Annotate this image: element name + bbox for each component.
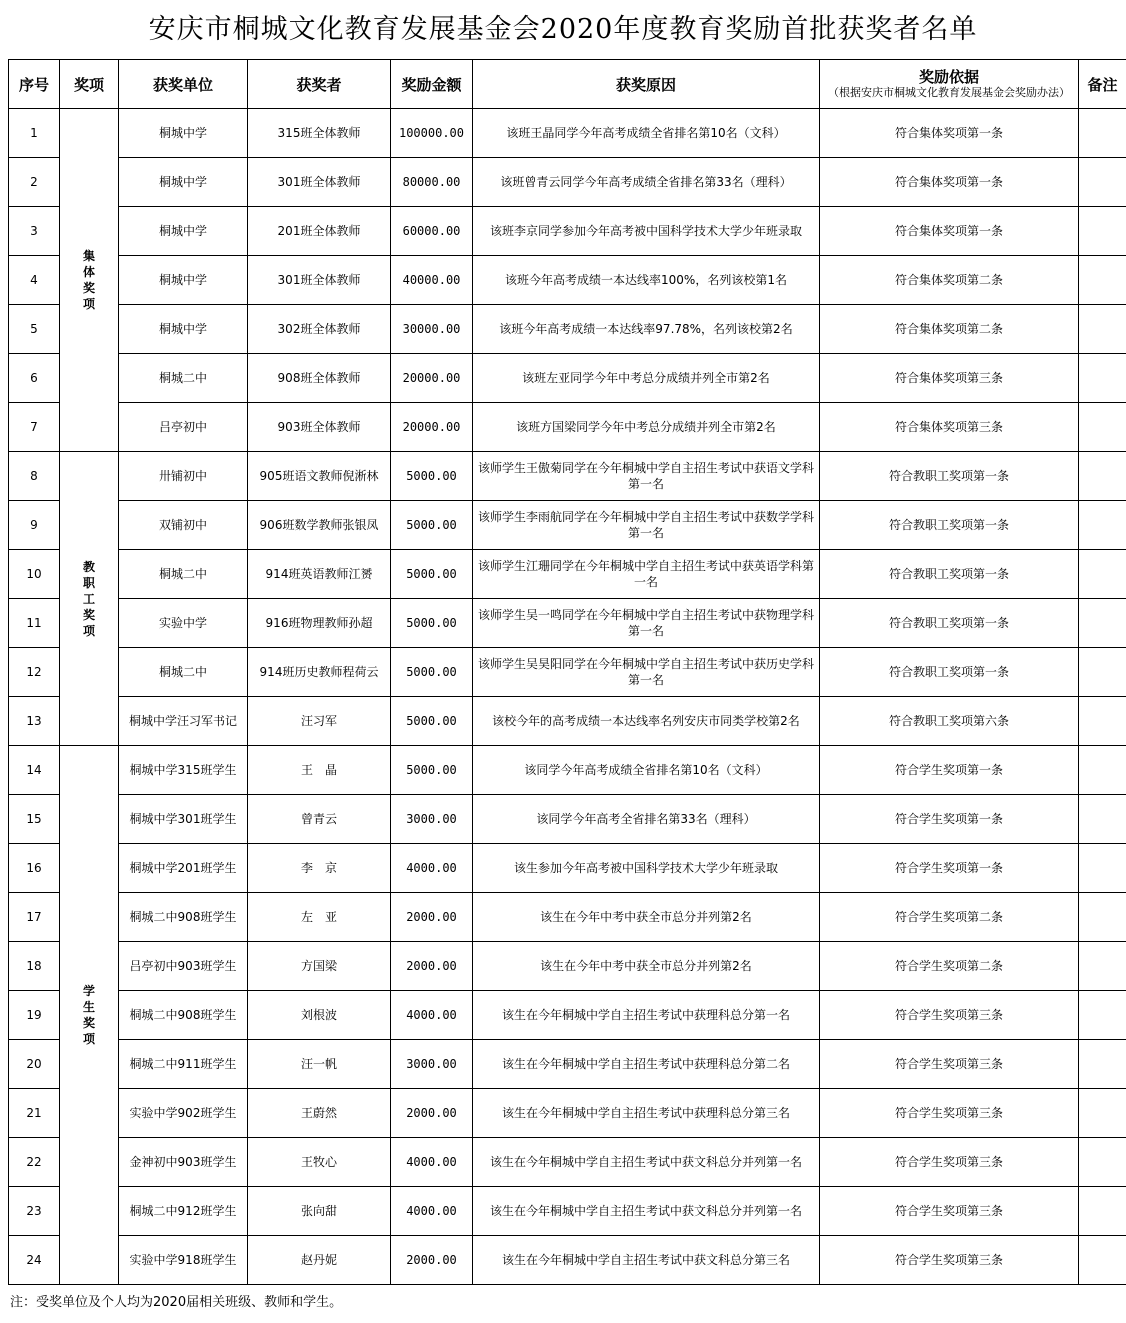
cell-basis: 符合教职工奖项第一条 (820, 452, 1079, 501)
table-row (9, 550, 1126, 599)
cell-amount: 5000.00 (391, 697, 473, 746)
cell-basis: 符合学生奖项第一条 (820, 795, 1079, 844)
cell-reason: 该校今年的高考成绩一本达线率名列安庆市同类学校第2名 (473, 697, 820, 746)
table-row (9, 109, 1126, 158)
cell-remark (1079, 1089, 1126, 1138)
cell-basis: 符合学生奖项第三条 (820, 1236, 1079, 1285)
cell-remark (1079, 354, 1126, 403)
cell-reason: 该师学生吴一鸣同学在今年桐城中学自主招生考试中获物理学科第一名 (473, 599, 820, 648)
table-row (9, 991, 1126, 1040)
cell-basis: 符合学生奖项第三条 (820, 991, 1079, 1040)
cell-remark (1079, 795, 1126, 844)
cell-basis: 符合学生奖项第三条 (820, 1089, 1079, 1138)
table-row (9, 1138, 1126, 1187)
table-row (9, 256, 1126, 305)
cell-seq: 11 (9, 599, 60, 648)
table-row (9, 501, 1126, 550)
cell-unit: 桐城中学汪习军书记 (119, 697, 248, 746)
table-row (9, 648, 1126, 697)
cell-seq: 2 (9, 158, 60, 207)
cell-seq: 19 (9, 991, 60, 1040)
cell-amount: 30000.00 (391, 305, 473, 354)
cell-amount: 2000.00 (391, 1236, 473, 1285)
cell-unit: 桐城中学 (119, 109, 248, 158)
header-unit: 获奖单位 (119, 60, 248, 109)
cell-unit: 桐城二中908班学生 (119, 893, 248, 942)
cell-amount: 20000.00 (391, 403, 473, 452)
cell-remark (1079, 1187, 1126, 1236)
cell-seq: 23 (9, 1187, 60, 1236)
header-basis-subtitle: （根据安庆市桐城文化教育发展基金会奖励办法） (828, 86, 1070, 99)
cell-winner: 汪一帆 (248, 1040, 391, 1089)
cell-remark (1079, 256, 1126, 305)
cell-seq: 7 (9, 403, 60, 452)
cell-amount: 60000.00 (391, 207, 473, 256)
cell-amount: 2000.00 (391, 1089, 473, 1138)
cell-seq: 5 (9, 305, 60, 354)
table-row (9, 305, 1126, 354)
cell-basis: 符合集体奖项第三条 (820, 354, 1079, 403)
cell-basis: 符合教职工奖项第一条 (820, 648, 1079, 697)
cell-basis: 符合学生奖项第二条 (820, 893, 1079, 942)
cell-remark (1079, 697, 1126, 746)
cell-amount: 5000.00 (391, 599, 473, 648)
cell-reason: 该生参加今年高考被中国科学技术大学少年班录取 (473, 844, 820, 893)
category-label: 学生奖项 (82, 984, 95, 1046)
cell-seq: 20 (9, 1040, 60, 1089)
cell-reason: 该师学生吴昊阳同学在今年桐城中学自主招生考试中获历史学科第一名 (473, 648, 820, 697)
cell-reason: 该班今年高考成绩一本达线率97.78%，名列该校第2名 (473, 305, 820, 354)
cell-remark (1079, 991, 1126, 1040)
cell-seq: 15 (9, 795, 60, 844)
cell-reason: 该生在今年中考中获全市总分并列第2名 (473, 893, 820, 942)
cell-winner: 201班全体教师 (248, 207, 391, 256)
table-row (9, 844, 1126, 893)
cell-winner: 301班全体教师 (248, 256, 391, 305)
cell-unit: 实验中学902班学生 (119, 1089, 248, 1138)
cell-remark (1079, 207, 1126, 256)
cell-winner: 906班数学教师张银凤 (248, 501, 391, 550)
cell-unit: 桐城中学 (119, 207, 248, 256)
cell-unit: 吕亭初中 (119, 403, 248, 452)
cell-basis: 符合学生奖项第二条 (820, 942, 1079, 991)
cell-winner: 914班历史教师程荷云 (248, 648, 391, 697)
cell-remark (1079, 844, 1126, 893)
cell-winner: 905班语文教师倪淅林 (248, 452, 391, 501)
cell-remark (1079, 550, 1126, 599)
header-remark: 备注 (1079, 60, 1126, 109)
cell-basis: 符合学生奖项第三条 (820, 1187, 1079, 1236)
cell-remark (1079, 1040, 1126, 1089)
cell-seq: 3 (9, 207, 60, 256)
cell-winner: 曾青云 (248, 795, 391, 844)
cell-basis: 符合教职工奖项第一条 (820, 501, 1079, 550)
cell-unit: 桐城二中908班学生 (119, 991, 248, 1040)
cell-amount: 5000.00 (391, 550, 473, 599)
cell-basis: 符合教职工奖项第一条 (820, 599, 1079, 648)
cell-reason: 该生在今年桐城中学自主招生考试中获文科总分并列第一名 (473, 1138, 820, 1187)
header-amount: 奖励金额 (391, 60, 473, 109)
table-row (9, 1187, 1126, 1236)
table-row (9, 452, 1126, 501)
cell-winner: 刘根波 (248, 991, 391, 1040)
cell-amount: 3000.00 (391, 795, 473, 844)
cell-basis: 符合学生奖项第三条 (820, 1040, 1079, 1089)
cell-seq: 13 (9, 697, 60, 746)
cell-seq: 1 (9, 109, 60, 158)
cell-winner: 张向甜 (248, 1187, 391, 1236)
table-row (9, 354, 1126, 403)
table-row (9, 1236, 1126, 1285)
table-row (9, 893, 1126, 942)
cell-reason: 该生在今年桐城中学自主招生考试中获理科总分第三名 (473, 1089, 820, 1138)
cell-reason: 该生在今年中考中获全市总分并列第2名 (473, 942, 820, 991)
award-table (8, 59, 1126, 1285)
cell-unit: 吕亭初中903班学生 (119, 942, 248, 991)
category-label: 集体奖项 (82, 249, 95, 311)
cell-remark (1079, 109, 1126, 158)
cell-remark (1079, 893, 1126, 942)
cell-remark (1079, 158, 1126, 207)
table-row (9, 942, 1126, 991)
cell-basis: 符合学生奖项第一条 (820, 844, 1079, 893)
cell-amount: 5000.00 (391, 452, 473, 501)
cell-amount: 3000.00 (391, 1040, 473, 1089)
header-seq: 序号 (9, 60, 60, 109)
cell-basis: 符合集体奖项第二条 (820, 256, 1079, 305)
table-row (9, 1040, 1126, 1089)
cell-unit: 卅铺初中 (119, 452, 248, 501)
header-winner: 获奖者 (248, 60, 391, 109)
cell-amount: 5000.00 (391, 746, 473, 795)
table-row (9, 1089, 1126, 1138)
cell-reason: 该师学生李雨航同学在今年桐城中学自主招生考试中获数学学科第一名 (473, 501, 820, 550)
cell-reason: 该班曾青云同学今年高考成绩全省排名第33名（理科） (473, 158, 820, 207)
cell-seq: 10 (9, 550, 60, 599)
cell-winner: 王 晶 (248, 746, 391, 795)
cell-amount: 40000.00 (391, 256, 473, 305)
cell-reason: 该生在今年桐城中学自主招生考试中获文科总分并列第一名 (473, 1187, 820, 1236)
header-basis-label: 奖励依据 (918, 68, 979, 86)
cell-unit: 桐城中学315班学生 (119, 746, 248, 795)
cell-unit: 桐城二中 (119, 354, 248, 403)
cell-reason: 该班左亚同学今年中考总分成绩并列全市第2名 (473, 354, 820, 403)
cell-unit: 实验中学918班学生 (119, 1236, 248, 1285)
cell-amount: 4000.00 (391, 1138, 473, 1187)
cell-winner: 916班物理教师孙超 (248, 599, 391, 648)
cell-reason: 该师学生江珊同学在今年桐城中学自主招生考试中获英语学科第一名 (473, 550, 820, 599)
table-row (9, 207, 1126, 256)
cell-winner: 301班全体教师 (248, 158, 391, 207)
footnote: 注：受奖单位及个人均为2020届相关班级、教师和学生。 (10, 1295, 343, 1310)
cell-winner: 914班英语教师江赟 (248, 550, 391, 599)
cell-amount: 100000.00 (391, 109, 473, 158)
cell-seq: 16 (9, 844, 60, 893)
cell-remark (1079, 403, 1126, 452)
table-body (9, 109, 1126, 1285)
cell-winner: 王牧心 (248, 1138, 391, 1187)
cell-remark (1079, 452, 1126, 501)
cell-reason: 该师学生王傲菊同学在今年桐城中学自主招生考试中获语文学科第一名 (473, 452, 820, 501)
cell-amount: 2000.00 (391, 893, 473, 942)
cell-seq: 8 (9, 452, 60, 501)
cell-reason: 该班李京同学参加今年高考被中国科学技术大学少年班录取 (473, 207, 820, 256)
cell-amount: 2000.00 (391, 942, 473, 991)
cell-category (60, 452, 119, 746)
cell-basis: 符合集体奖项第一条 (820, 158, 1079, 207)
cell-winner: 李 京 (248, 844, 391, 893)
table-row (9, 746, 1126, 795)
cell-winner: 左 亚 (248, 893, 391, 942)
cell-unit: 金神初中903班学生 (119, 1138, 248, 1187)
cell-winner: 王蔚然 (248, 1089, 391, 1138)
category-label: 教职工奖项 (82, 559, 95, 638)
cell-reason: 该生在今年桐城中学自主招生考试中获文科总分第三名 (473, 1236, 820, 1285)
table-row (9, 599, 1126, 648)
header-reason: 获奖原因 (473, 60, 820, 109)
cell-remark (1079, 942, 1126, 991)
cell-winner: 方国梁 (248, 942, 391, 991)
cell-winner: 汪习军 (248, 697, 391, 746)
cell-unit: 桐城二中 (119, 648, 248, 697)
cell-reason: 该同学今年高考全省排名第33名（理科） (473, 795, 820, 844)
table-row (9, 795, 1126, 844)
cell-reason: 该班今年高考成绩一本达线率100%，名列该校第1名 (473, 256, 820, 305)
cell-remark (1079, 501, 1126, 550)
cell-amount: 20000.00 (391, 354, 473, 403)
cell-reason: 该同学今年高考成绩全省排名第10名（文科） (473, 746, 820, 795)
table-row (9, 403, 1126, 452)
cell-basis: 符合教职工奖项第一条 (820, 550, 1079, 599)
cell-basis: 符合集体奖项第一条 (820, 207, 1079, 256)
cell-basis: 符合教职工奖项第六条 (820, 697, 1079, 746)
cell-remark (1079, 648, 1126, 697)
cell-category (60, 746, 119, 1285)
cell-winner: 315班全体教师 (248, 109, 391, 158)
cell-unit: 桐城二中 (119, 550, 248, 599)
cell-winner: 908班全体教师 (248, 354, 391, 403)
cell-winner: 302班全体教师 (248, 305, 391, 354)
header-row (9, 60, 1126, 109)
cell-unit: 桐城二中911班学生 (119, 1040, 248, 1089)
cell-seq: 12 (9, 648, 60, 697)
cell-seq: 22 (9, 1138, 60, 1187)
cell-unit: 双铺初中 (119, 501, 248, 550)
document-title: 安庆市桐城文化教育发展基金会2020年度教育奖励首批获奖者名单 (148, 14, 978, 45)
cell-category (60, 109, 119, 452)
cell-seq: 4 (9, 256, 60, 305)
cell-reason: 该生在今年桐城中学自主招生考试中获理科总分第一名 (473, 991, 820, 1040)
cell-basis: 符合学生奖项第一条 (820, 746, 1079, 795)
cell-reason: 该生在今年桐城中学自主招生考试中获理科总分第二名 (473, 1040, 820, 1089)
cell-winner: 赵丹妮 (248, 1236, 391, 1285)
cell-seq: 9 (9, 501, 60, 550)
cell-unit: 桐城中学201班学生 (119, 844, 248, 893)
cell-unit: 桐城中学301班学生 (119, 795, 248, 844)
cell-seq: 24 (9, 1236, 60, 1285)
table-row (9, 158, 1126, 207)
cell-seq: 21 (9, 1089, 60, 1138)
cell-unit: 桐城二中912班学生 (119, 1187, 248, 1236)
cell-unit: 桐城中学 (119, 256, 248, 305)
table-row (9, 697, 1126, 746)
cell-amount: 4000.00 (391, 844, 473, 893)
cell-basis: 符合集体奖项第三条 (820, 403, 1079, 452)
cell-amount: 5000.00 (391, 648, 473, 697)
cell-amount: 4000.00 (391, 991, 473, 1040)
cell-unit: 桐城中学 (119, 305, 248, 354)
header-category: 奖项 (60, 60, 119, 109)
cell-seq: 6 (9, 354, 60, 403)
cell-basis: 符合集体奖项第一条 (820, 109, 1079, 158)
cell-remark (1079, 746, 1126, 795)
cell-amount: 80000.00 (391, 158, 473, 207)
cell-remark (1079, 305, 1126, 354)
cell-reason: 该班王晶同学今年高考成绩全省排名第10名（文科） (473, 109, 820, 158)
cell-basis: 符合集体奖项第二条 (820, 305, 1079, 354)
header-basis (820, 60, 1079, 109)
cell-reason: 该班方国梁同学今年中考总分成绩并列全市第2名 (473, 403, 820, 452)
cell-seq: 17 (9, 893, 60, 942)
cell-amount: 5000.00 (391, 501, 473, 550)
cell-amount: 4000.00 (391, 1187, 473, 1236)
cell-remark (1079, 1236, 1126, 1285)
cell-seq: 14 (9, 746, 60, 795)
cell-winner: 903班全体教师 (248, 403, 391, 452)
cell-basis: 符合学生奖项第三条 (820, 1138, 1079, 1187)
cell-unit: 实验中学 (119, 599, 248, 648)
cell-remark (1079, 1138, 1126, 1187)
cell-remark (1079, 599, 1126, 648)
cell-unit: 桐城中学 (119, 158, 248, 207)
cell-seq: 18 (9, 942, 60, 991)
